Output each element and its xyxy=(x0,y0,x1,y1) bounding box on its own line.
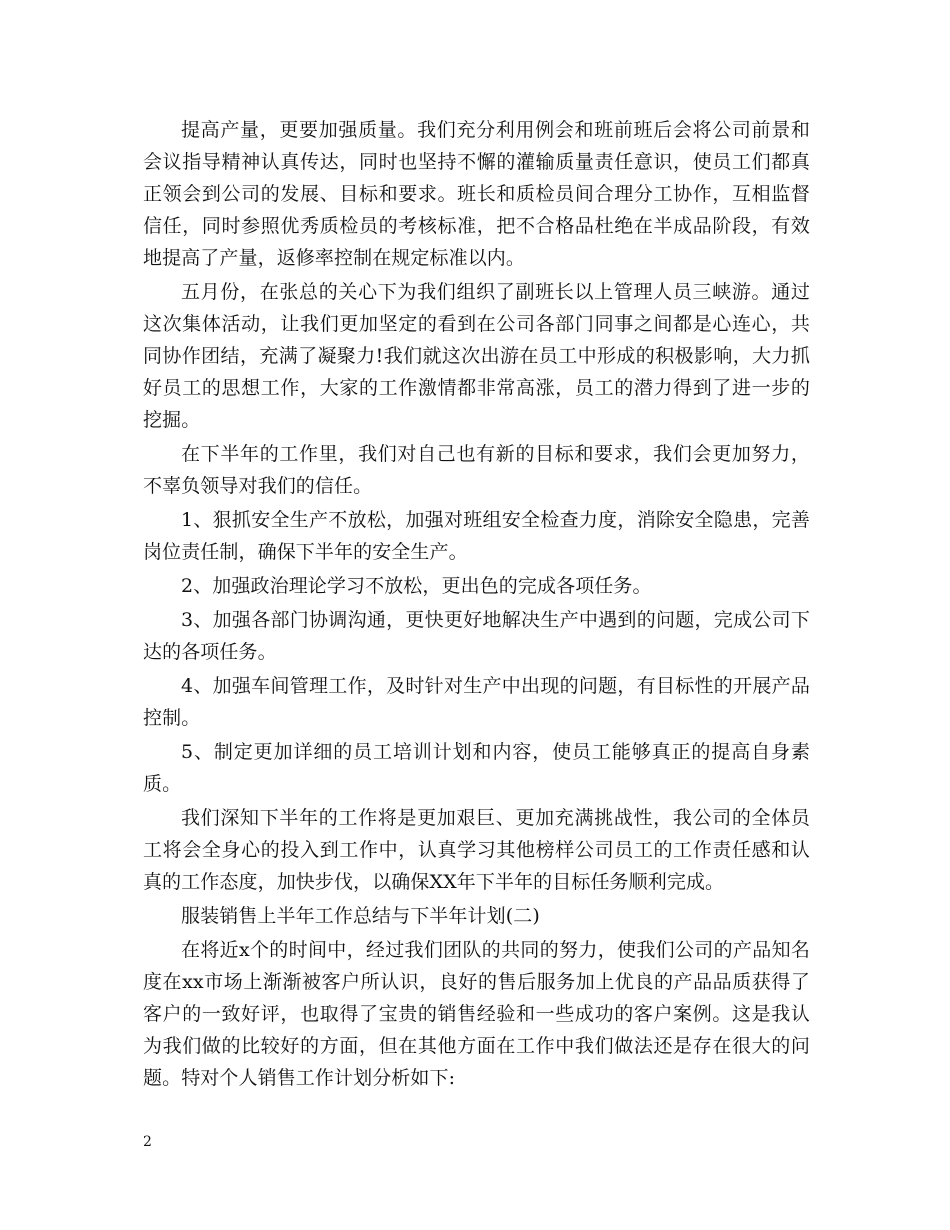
page-number: 2 xyxy=(143,1134,152,1150)
paragraph-conclusion: 我们深知下半年的工作将是更加艰巨、更加充满挑战性，我公司的全体员工将会全身心的投入到工作中，认真学习其他榜样公司员工的工作责任感和认真的工作态度，加快步伐，以确保XX年下半年的目标任务顺利完成。 xyxy=(143,807,810,893)
paragraph-quality: 提高产量，更要加强质量。我们充分利用例会和班前班后会将公司前景和会议指导精神认真传达，同时也坚持不懈的灌输质量责任意识，使员工们都真正领会到公司的发展、目标和要求。班长和质检员间合理分工协作，互相监督信任，同时参照优秀质检员的考核标准，把不合格品杜绝在半成品阶段，有效地提高了产量，返修率控制在规定标准以内。 xyxy=(143,119,810,269)
list-item-coordination: 3、加强各部门协调沟通，更快更好地解决生产中遇到的问题，完成公司下达的各项任务。 xyxy=(143,609,810,663)
document-body xyxy=(143,114,810,1096)
list-item-workshop-management: 4、加强车间管理工作，及时针对生产中出现的问题，有目标性的开展产品控制。 xyxy=(143,675,810,729)
paragraph-may-trip: 五月份，在张总的关心下为我们组织了副班长以上管理人员三峡游。通过这次集体活动，让我们更加坚定的看到在公司各部门同事之间都是心连心，共同协作团结，充满了凝聚力!我们就这次出游在员工中形成的积极影响，大力抓好员工的思想工作，大家的工作激情都非常高涨，员工的潜力得到了进一步的挖掘。 xyxy=(143,281,810,431)
list-item-safety: 1、狠抓安全生产不放松，加强对班组安全检查力度，消除安全隐患，完善岗位责任制，确保下半年的安全生产。 xyxy=(143,509,810,563)
list-item-political-study: 2、加强政治理论学习不放松，更出色的完成各项任务。 xyxy=(181,575,652,597)
paragraph-second-half-goals: 在下半年的工作里，我们对自己也有新的目标和要求，我们会更加努力，不辜负领导对我们的信任。 xyxy=(143,443,810,497)
list-item-training: 5、制定更加详细的员工培训计划和内容，使员工能够真正的提高自身素质。 xyxy=(143,741,810,795)
paragraph-sales-intro: 在将近x个的时间中，经过我们团队的共同的努力，使我们公司的产品知名度在xx市场上渐渐被客户所认识，良好的售后服务加上优良的产品品质获得了客户的一致好评，也取得了宝贵的销售经验和一些成功的客户案例。这是我认为我们做的比较好的方面，但在其他方面在工作中我们做法还是存在很大的问题。特对个人销售工作计划分析如下: xyxy=(143,939,810,1089)
section-heading: 服装销售上半年工作总结与下半年计划(二) xyxy=(181,905,540,927)
